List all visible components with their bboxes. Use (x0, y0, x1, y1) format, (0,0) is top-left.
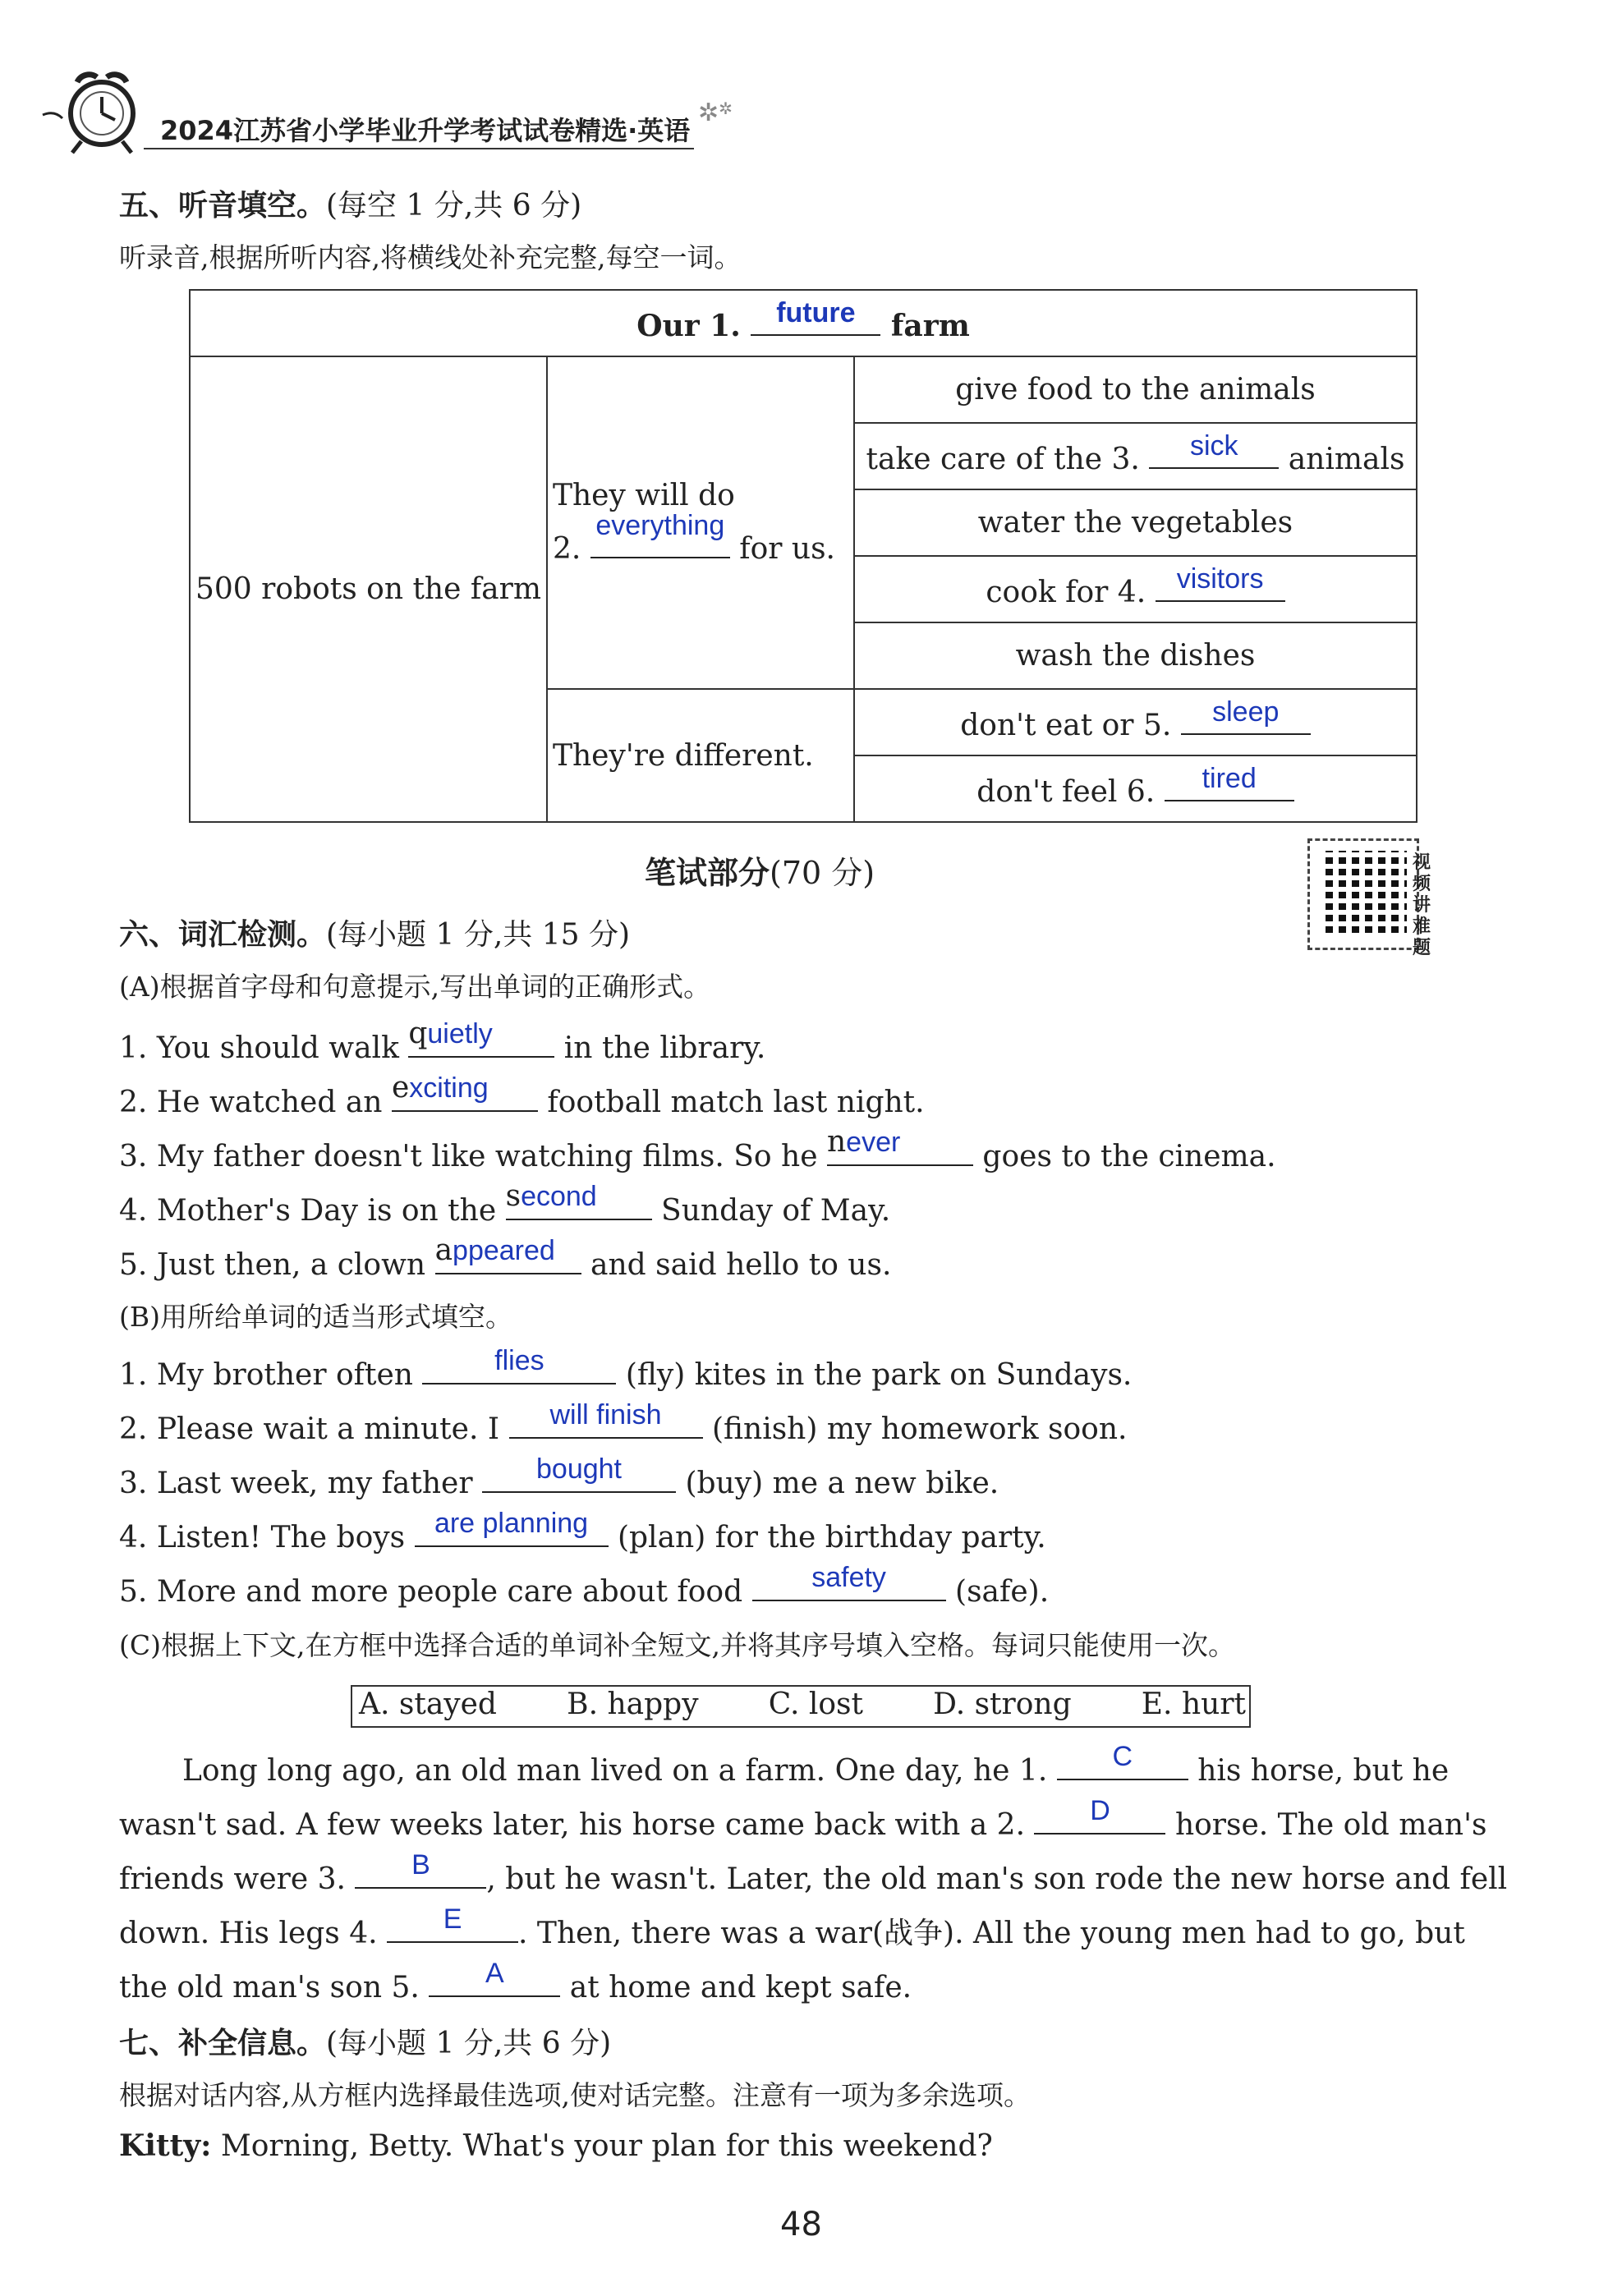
partB-blank-5[interactable]: safety (752, 1568, 946, 1601)
options-row (359, 1687, 1246, 1722)
passage-blank-1[interactable]: C (1057, 1747, 1188, 1780)
section7-score: (每小题 1 分,共 6 分) (326, 2027, 612, 2060)
partB-instruction: (B)用所给单词的适当形式填空。 (119, 1301, 512, 1333)
section7-title: 七、补全信息。 (119, 2027, 327, 2060)
row-take-care: take care of the 3. sick animals (854, 423, 1417, 489)
passage-blank-4[interactable]: E (387, 1910, 518, 1943)
different-cell: They're different. (547, 689, 854, 822)
answer-blank-1[interactable]: future (751, 303, 880, 336)
row-give-food: give food to the animals (854, 356, 1417, 423)
farm-table (189, 289, 1418, 823)
row-water: water the vegetables (854, 489, 1417, 556)
answer-blank-2[interactable]: everything (590, 526, 730, 558)
passage-line-2: wasn't sad. A few weeks later, his horse came back with a 2. D horse. The old man's (119, 1795, 1487, 1842)
option-c: C. lost (768, 1688, 863, 1721)
section5-score: (每空 1 分,共 6 分) (326, 189, 582, 223)
partA-blank-1[interactable]: quietly (408, 1025, 554, 1058)
farm-table-title: Our 1. future farm (190, 290, 1417, 356)
option-e: E. hurt (1141, 1688, 1246, 1721)
written-score: (70 分) (770, 855, 875, 891)
partA-blank-5[interactable]: appeared (435, 1242, 581, 1274)
answer-blank-5[interactable]: sleep (1181, 702, 1311, 735)
partA-blank-4[interactable]: second (506, 1187, 652, 1220)
book-title: 2024江苏省小学毕业升学考试试卷精选·英语 (160, 115, 691, 146)
partA-blank-2[interactable]: exciting (392, 1079, 538, 1112)
partA-item-4: 4. Mother's Day is on the second Sunday of May. (119, 1178, 891, 1228)
clock-logo-icon (36, 66, 159, 156)
row-dont-feel: don't feel 6. tired (854, 755, 1417, 822)
partA-item-1: 1. You should walk quietly in the library. (119, 1016, 766, 1065)
partA-item-2: 2. He watched an exciting football match last night. (119, 1070, 925, 1119)
answer-blank-6[interactable]: tired (1165, 769, 1294, 801)
partB-item-3: 3. Last week, my father bought (buy) me a new bike. (119, 1453, 999, 1500)
row-dont-eat: don't eat or 5. sleep (854, 689, 1417, 755)
section5-instruction: 听录音,根据所听内容,将横线处补充完整,每空一词。 (119, 241, 742, 273)
partC-instruction: (C)根据上下文,在方框中选择合适的单词补全短文,并将其序号填入空格。每词只能使用一次。 (119, 1629, 1235, 1661)
star-decoration-icon: ✲✲ (698, 99, 733, 127)
partB-item-1: 1. My brother often flies (fly) kites in the park on Sundays. (119, 1345, 1133, 1392)
qr-code-icon[interactable] (1316, 847, 1410, 941)
will-do-cell: They will do 2. everything for us. (547, 356, 854, 689)
passage-line-4: down. His legs 4. E . Then, there was a war(战争). All the young men had to go, but (119, 1903, 1465, 1950)
partA-instruction: (A)根据首字母和句意提示,写出单词的正确形式。 (119, 971, 711, 1003)
passage-line-1: Long long ago, an old man lived on a farm. One day, he 1. C his horse, but he (182, 1741, 1450, 1788)
partB-blank-1[interactable]: flies (422, 1352, 616, 1384)
section6-score: (每小题 1 分,共 15 分) (326, 918, 631, 952)
partB-blank-4[interactable]: are planning (415, 1514, 609, 1547)
partA-item-3: 3. My father doesn't like watching films. So he never goes to the cinema. (119, 1124, 1276, 1173)
written-title: 笔试部分 (645, 855, 770, 891)
qr-label: 视 频 讲 难 题 (1413, 852, 1431, 958)
partB-blank-3[interactable]: bought (482, 1460, 676, 1493)
partB-blank-2[interactable]: will finish (509, 1406, 703, 1439)
row-wash: wash the dishes (854, 622, 1417, 689)
section5-title: 五、听音填空。 (119, 189, 327, 223)
dialog-line (119, 2128, 993, 2164)
dialog-speaker: Kitty: (119, 2128, 212, 2163)
dialog-text: Morning, Betty. What's your plan for this weekend? (220, 2129, 993, 2163)
passage-line-5: the old man's son 5. A at home and kept safe. (119, 1958, 912, 2004)
header-underline (144, 148, 694, 149)
passage-blank-2[interactable]: D (1034, 1802, 1165, 1835)
answer-blank-4[interactable]: visitors (1156, 569, 1285, 602)
row-cook: cook for 4. visitors (854, 556, 1417, 622)
partB-item-5: 5. More and more people care about food safety (safe). (119, 1562, 1050, 1609)
section6-title: 六、词汇检测。 (119, 918, 327, 952)
section7-instruction: 根据对话内容,从方框内选择最佳选项,使对话完整。注意有一项为多余选项。 (119, 2079, 1031, 2111)
passage-blank-5[interactable]: A (429, 1964, 560, 1997)
partB-item-4: 4. Listen! The boys are planning (plan) for the birthday party. (119, 1508, 1046, 1554)
option-b: B. happy (567, 1688, 699, 1721)
option-a: A. stayed (359, 1688, 497, 1721)
passage-line-3: friends were 3. B , but he wasn't. Later, the old man's son rode the new horse and fell (119, 1849, 1508, 1896)
page-number: 48 (780, 2206, 822, 2243)
partA-item-5: 5. Just then, a clown appeared and said hello to us. (119, 1233, 892, 1282)
partA-blank-3[interactable]: never (827, 1133, 973, 1166)
partB-item-2: 2. Please wait a minute. I will finish (finish) my homework soon. (119, 1399, 1128, 1446)
option-d: D. strong (933, 1688, 1072, 1721)
passage-blank-3[interactable]: B (355, 1856, 486, 1889)
robots-cell: 500 robots on the farm (190, 356, 547, 822)
answer-blank-3[interactable]: sick (1149, 436, 1279, 469)
